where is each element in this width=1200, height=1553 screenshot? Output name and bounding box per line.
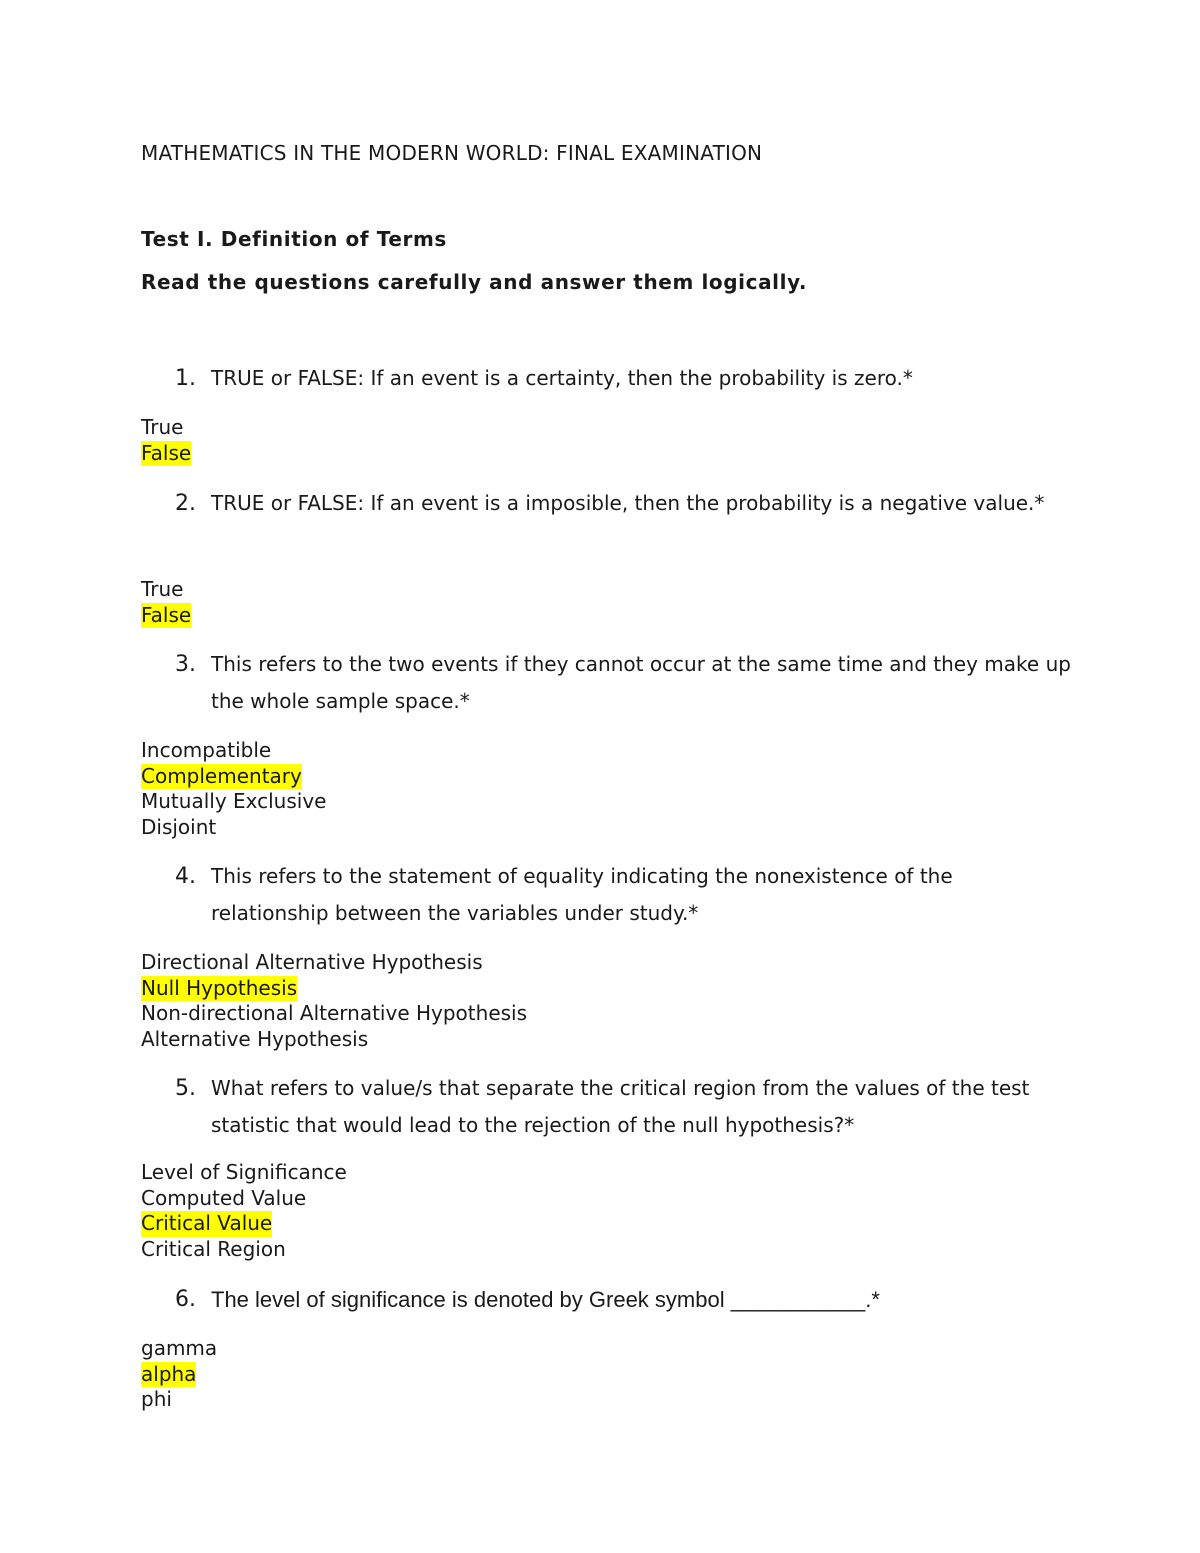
question-number: 4.: [175, 864, 196, 889]
answer-options-3: [141, 738, 326, 840]
answer-option-highlighted[interactable]: False: [141, 440, 192, 465]
answer-option[interactable]: Disjoint: [141, 814, 217, 839]
answer-option[interactable]: True: [141, 577, 184, 601]
question-number: 2.: [175, 491, 196, 516]
question-number: 1.: [175, 366, 196, 391]
answer-options-2: [141, 577, 191, 628]
answer-option[interactable]: Mutually Exclusive: [141, 789, 327, 813]
question-text: This refers to the statement of equality indicating the nonexistence of the relationship between the variables under study.*: [211, 864, 953, 925]
answer-options-1: [141, 415, 191, 466]
answer-option[interactable]: Incompatible: [141, 738, 272, 762]
answer-option[interactable]: Non-directional Alternative Hypothesis: [141, 1001, 528, 1025]
answer-option[interactable]: gamma: [141, 1336, 218, 1360]
question-number: 6.: [175, 1287, 196, 1312]
answer-option[interactable]: phi: [141, 1387, 172, 1411]
question-text: TRUE or FALSE: If an event is a imposible, then the probability is a negative value.*: [211, 491, 1045, 515]
answer-option-highlighted[interactable]: Null Hypothesis: [141, 975, 298, 1000]
instructions: Read the questions carefully and answer them logically.: [141, 270, 808, 294]
answer-option[interactable]: Computed Value: [141, 1185, 307, 1210]
answer-options-6: [141, 1336, 217, 1413]
answer-options-4: [141, 950, 527, 1052]
answer-option[interactable]: Alternative Hypothesis: [141, 1026, 369, 1051]
answer-option[interactable]: Directional Alternative Hypothesis: [141, 950, 483, 974]
answer-options-5: [141, 1160, 347, 1262]
answer-option[interactable]: Critical Region: [141, 1236, 286, 1261]
question-number: 5.: [175, 1076, 196, 1101]
answer-option[interactable]: True: [141, 415, 184, 439]
question-text: The level of significance is denoted by Greek symbol ___________.*: [211, 1287, 880, 1312]
answer-option-highlighted[interactable]: Critical Value: [141, 1211, 273, 1235]
question-number: 3.: [175, 652, 196, 677]
answer-option[interactable]: Level of Significance: [141, 1160, 347, 1184]
answer-option-highlighted[interactable]: False: [141, 602, 192, 627]
answer-option-highlighted[interactable]: Complementary: [141, 763, 302, 788]
exam-title: MATHEMATICS IN THE MODERN WORLD: FINAL EXAMINATION: [141, 141, 763, 165]
question-text: What refers to value/s that separate the critical region from the values of the test statistic that would lead to the rejection of the null hypothesis?*: [211, 1076, 1030, 1137]
answer-option-highlighted[interactable]: alpha: [141, 1361, 197, 1386]
question-text: This refers to the two events if they cannot occur at the same time and they make up the whole sample space.*: [211, 652, 1071, 713]
test-heading: Test I. Definition of Terms: [141, 227, 447, 251]
question-text: TRUE or FALSE: If an event is a certainty, then the probability is zero.*: [211, 366, 913, 390]
